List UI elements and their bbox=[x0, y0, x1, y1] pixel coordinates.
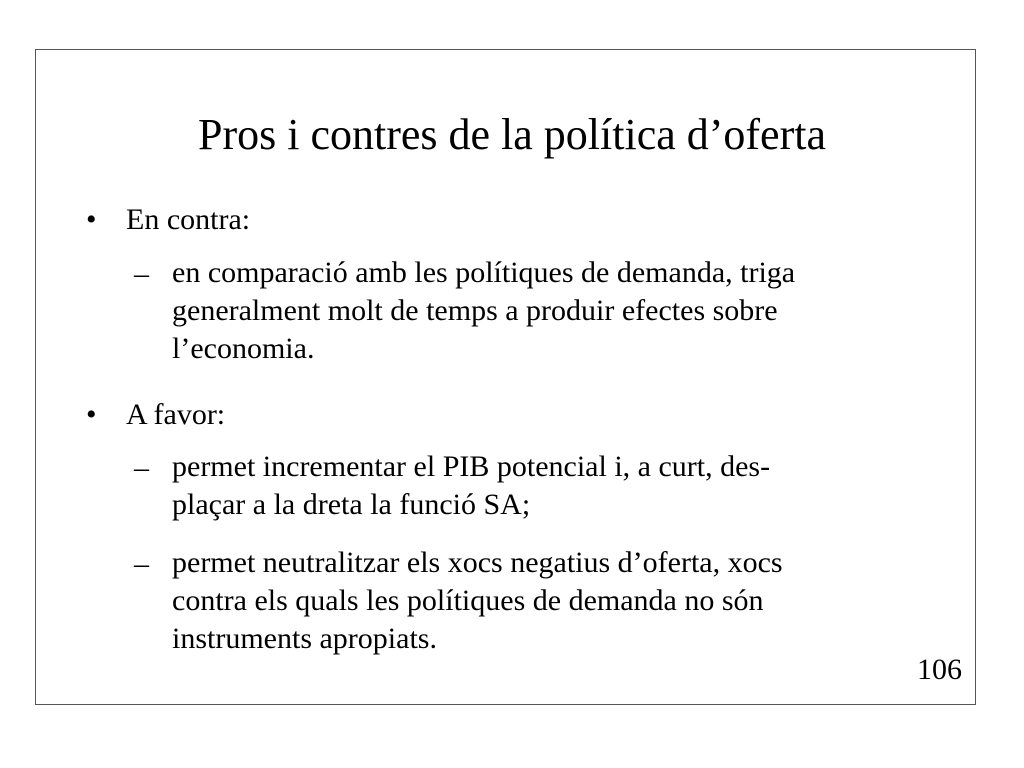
section-heading-against: En contra: bbox=[126, 203, 251, 236]
sub-item-favor-1: permet incrementar el PIB potencial i, a curt, des- plaçar a la dreta la funció SA; bbox=[172, 450, 771, 521]
section-heading-favor: A favor: bbox=[126, 398, 226, 431]
bullet-marker: • bbox=[86, 398, 97, 431]
dash-marker: – bbox=[134, 547, 149, 580]
dash-marker: – bbox=[134, 257, 149, 290]
bullet-marker: • bbox=[86, 203, 97, 236]
dash-marker: – bbox=[134, 451, 149, 484]
sub-item-favor-2: permet neutralitzar els xocs negatius d’oferta, xocs contra els quals les polítiques de demanda no són instruments apropiats. bbox=[172, 546, 783, 655]
sub-item-against-1: en comparació amb les polítiques de demanda, triga generalment molt de temps a produir efectes sobre l’economia. bbox=[172, 256, 796, 365]
page-number: 106 bbox=[917, 653, 962, 686]
slide-title: Pros i contres de la política d’oferta bbox=[197, 110, 826, 159]
